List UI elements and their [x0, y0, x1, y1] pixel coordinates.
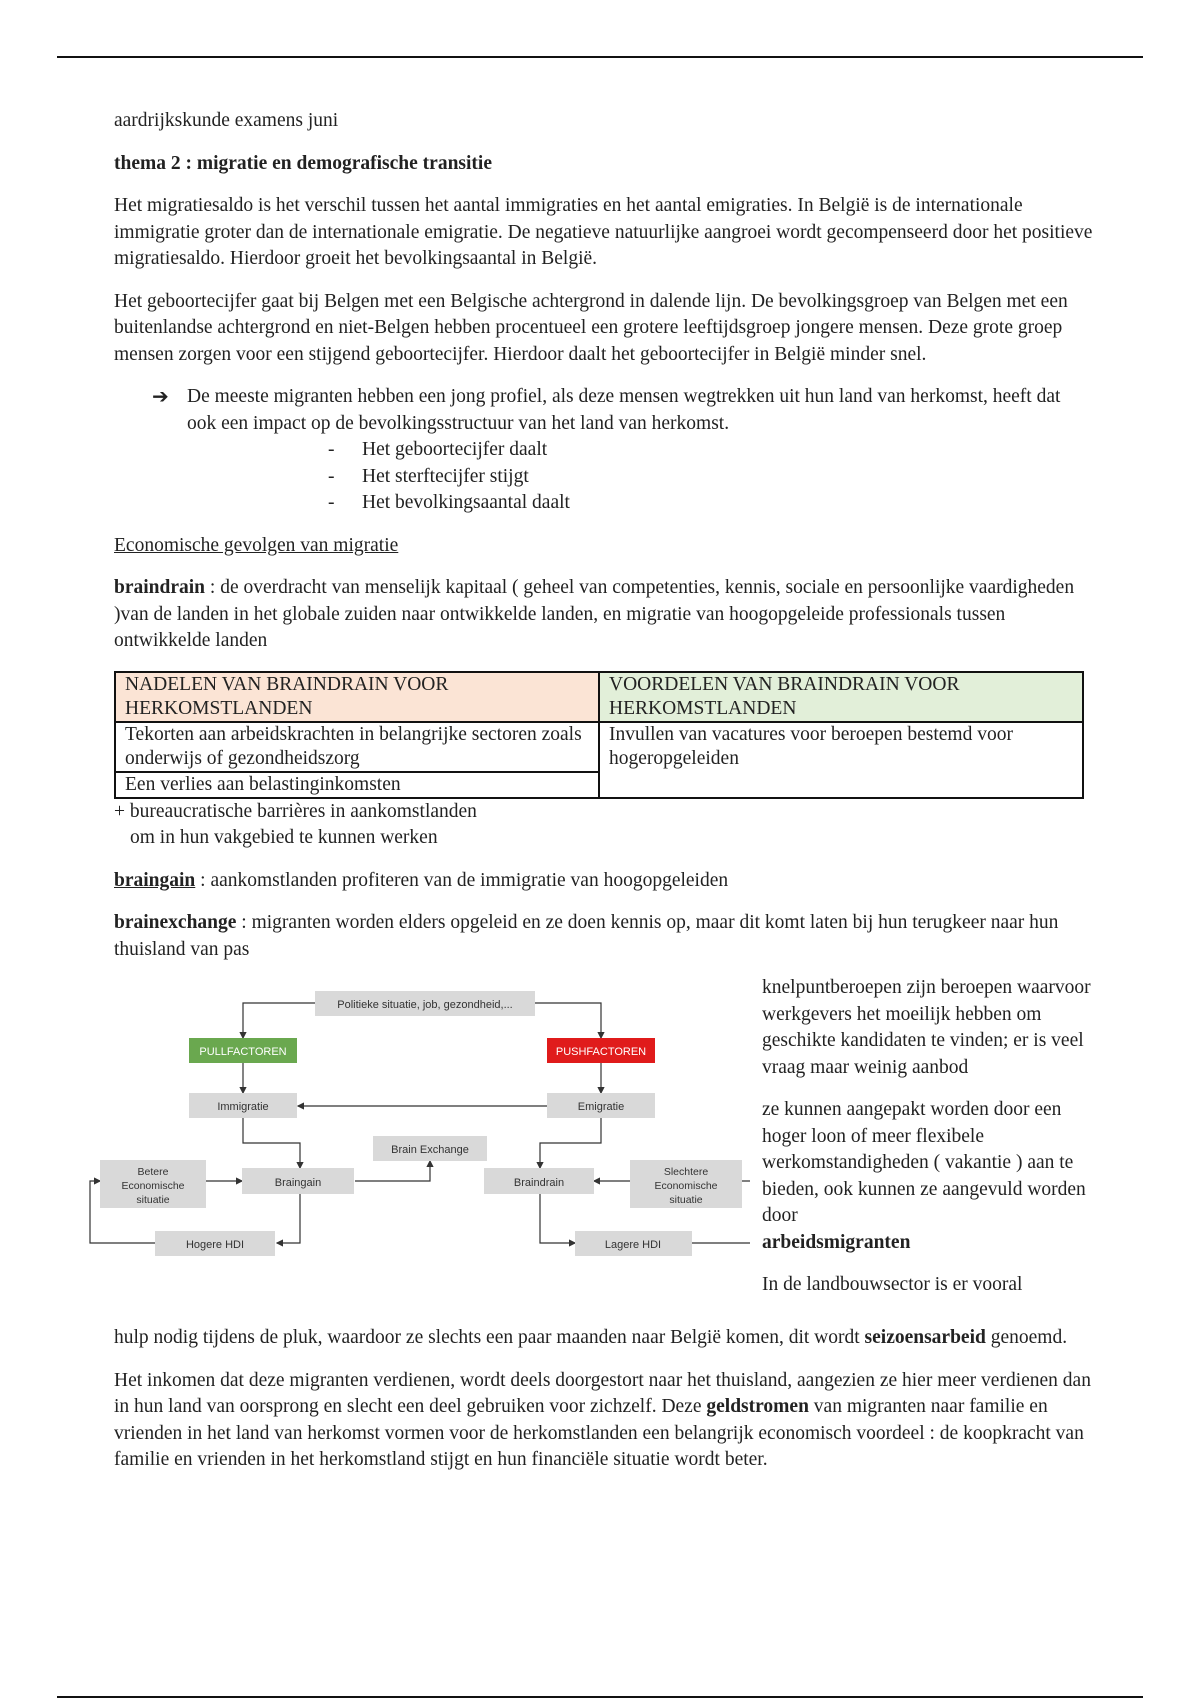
box-top: [315, 991, 535, 1016]
term-arbeidsmigranten: arbeidsmigranten: [762, 1231, 911, 1253]
paragraph-brainexchange: [114, 910, 1094, 963]
box-betere-label-1: Betere: [137, 1166, 169, 1178]
landbouw-start: In de landbouwsector is er vooral: [762, 1274, 1023, 1295]
list-item: - Het sterftecijfer stijgt: [328, 464, 1094, 491]
paragraph-braingain: [114, 868, 1094, 895]
inkomen-part1: Het inkomen dat deze migranten verdienen, wordt deels doorgestort naar het thuisland, aangezien ze hier meer verdienen dan in hun land van oorsprong en slecht een deel gebruiken voor zichzelf. Deze: [114, 1369, 1091, 1417]
box-slechtere-label-2: Economische: [654, 1180, 718, 1192]
table-note: [114, 799, 1094, 852]
box-slechtere-situatie: [630, 1160, 742, 1208]
bottom-rule: [57, 1696, 1143, 1698]
box-betere-label-3: situatie: [136, 1194, 170, 1206]
box-hogere-hdi-label: Hogere HDI: [185, 1239, 245, 1251]
box-betere-label-2: Economische: [121, 1180, 185, 1192]
paragraph-braindrain: [114, 575, 1094, 655]
arrow-point-text: De meeste migranten hebben een jong profiel, als deze mensen wegtrekken uit hun land van herkomst, heeft dat ook een impact op de bevolkingsstructuur van het land van herkomst.: [187, 386, 1061, 434]
paragraph-migratiesaldo: Het migratiesaldo is het verschil tussen het aantal immigraties en het aantal emigraties. In België is de internationale immigratie groter dan de internationale emigratie. De negatieve natuurlijke aangroei wordt gecompenseerd door het positieve migratiesaldo. Hierdoor groeit het bevolkingsaantal in België.: [114, 195, 1093, 269]
arrow-point: [114, 384, 1094, 517]
box-emigratie-label: Emigratie: [577, 1101, 625, 1113]
inkomen-part2: van migranten naar familie en vrienden in het land van herkomst vormen voor de herkomstlanden een belangrijk economisch voordeel : de koopkracht van familie en vrienden in het herkomstland stijgt en hun financiële situatie wordt beter.: [114, 1396, 1084, 1470]
box-immigratie: [189, 1093, 297, 1118]
table-note-line: + bureaucratische barrières in aankomstlanden: [114, 800, 477, 822]
document-body: [114, 108, 1094, 1470]
right-column-text: [762, 975, 1102, 1299]
box-slechtere-label-1: Slechtere: [663, 1166, 709, 1178]
theme-heading: thema 2 : migratie en demografische transitie: [114, 152, 492, 174]
box-brain-exchange: [373, 1136, 487, 1161]
box-lagere-hdi: [575, 1231, 692, 1256]
box-braindrain-label: Braindrain: [513, 1177, 565, 1189]
table-note-line: om in hun vakgebied te kunnen werken: [130, 827, 438, 848]
closing-section: [114, 1325, 1094, 1490]
paragraph-inkomen: [114, 1368, 1094, 1474]
braindrain-definition: : de overdracht van menselijk kapitaal ( geheel van competenties, kennis, sociale en persoonlijke vaardigheden )van de landen in het globale zuiden naar ontwikkelde landen, en migratie van hoogopgeleide professionals tussen ontwikkelde landen: [114, 577, 1075, 651]
box-emigratie: [547, 1093, 655, 1118]
paragraph-geboortecijfer: Het geboortecijfer gaat bij Belgen met een Belgische achtergrond in dalende lijn. De bevolkingsgroep van Belgen met een buitenlandse achtergrond en niet-Belgen hebben procentueel een grotere leeftijdsgroep jongere mensen. Deze grote groep mensen zorgen voor een stijgend geboortecijfer. Hierdoor daalt het geboortecijfer in België minder snel.: [114, 290, 1068, 365]
brainexchange-definition: : migranten worden elders opgeleid en ze doen kennis op, maar dit komt laten bij hun terugkeer naar hun thuisland van pas: [114, 912, 1059, 960]
paragraph-seizoensarbeid: [114, 1325, 1094, 1352]
table-cell: Tekorten aan arbeidskrachten in belangrijke sectoren zoals onderwijs of gezondheidszorg: [115, 722, 599, 772]
top-rule: [57, 56, 1143, 58]
list-item: - Het bevolkingsaantal daalt: [328, 490, 1094, 517]
box-pullfactoren: [189, 1038, 297, 1063]
box-hogere-hdi: [155, 1231, 275, 1256]
arrow-right-icon: ➔: [152, 386, 169, 408]
box-pullfactoren-label: PULLFACTOREN: [199, 1046, 287, 1058]
box-braingain-label: Braingain: [274, 1177, 322, 1189]
table-cell: Een verlies aan belastinginkomsten: [115, 772, 599, 798]
box-pushfactoren: [547, 1038, 655, 1063]
box-braindrain: [484, 1168, 594, 1194]
list-item: - Het geboortecijfer daalt: [328, 437, 1094, 464]
braindrain-table: [114, 671, 1084, 799]
seizoen-end: genoemd.: [985, 1327, 1068, 1348]
braingain-definition: : aankomstlanden profiteren van de immigratie van hoogopgeleiden: [195, 869, 729, 891]
box-immigratie-label: Immigratie: [217, 1101, 269, 1113]
section-heading-economisch: Economische gevolgen van migratie: [114, 534, 399, 556]
migration-flow-diagram: [70, 975, 750, 1305]
table-cell: Invullen van vacatures voor beroepen bestemd voor hogeropgeleiden: [599, 722, 1083, 798]
box-top-label: Politieke situatie, job, gezondheid,...: [337, 999, 513, 1011]
box-betere-situatie: [100, 1160, 206, 1208]
paragraph-aangepakt: [762, 1097, 1102, 1256]
term-geldstromen: geldstromen: [706, 1396, 809, 1417]
aangepakt-text: ze kunnen aangepakt worden door een hoger loon of meer flexibele werkomstandigheden ( vakantie ) aan te bieden, ook kunnen ze aangevuld worden door: [762, 1099, 1086, 1226]
term-braindrain: braindrain: [114, 577, 206, 598]
term-brainexchange: brainexchange: [114, 912, 237, 933]
box-brain-exchange-label: Brain Exchange: [391, 1144, 469, 1156]
box-slechtere-label-3: situatie: [669, 1194, 703, 1206]
seizoen-text: hulp nodig tijdens de pluk, waardoor ze slechts een paar maanden naar België komen, dit wordt: [114, 1327, 865, 1348]
consequence-list: [187, 437, 1094, 517]
box-pushfactoren-label: PUSHFACTOREN: [555, 1046, 647, 1058]
box-lagere-hdi-label: Lagere HDI: [604, 1239, 662, 1251]
box-braingain: [242, 1168, 354, 1194]
table-header-nadelen: NADELEN VAN BRAINDRAIN VOOR HERKOMSTLANDEN: [115, 672, 599, 722]
document-title: aardrijkskunde examens juni: [114, 110, 339, 131]
paragraph-knelpuntberoepen: knelpuntberoepen zijn beroepen waarvoor werkgevers het moeilijk hebben om geschikte kandidaten te vinden; er is veel vraag maar weinig aanbod: [762, 977, 1091, 1078]
term-braingain: braingain: [114, 869, 196, 891]
table-header-voordelen: VOORDELEN VAN BRAINDRAIN VOOR HERKOMSTLANDEN: [599, 672, 1083, 722]
term-seizoensarbeid: seizoensarbeid: [864, 1327, 986, 1348]
